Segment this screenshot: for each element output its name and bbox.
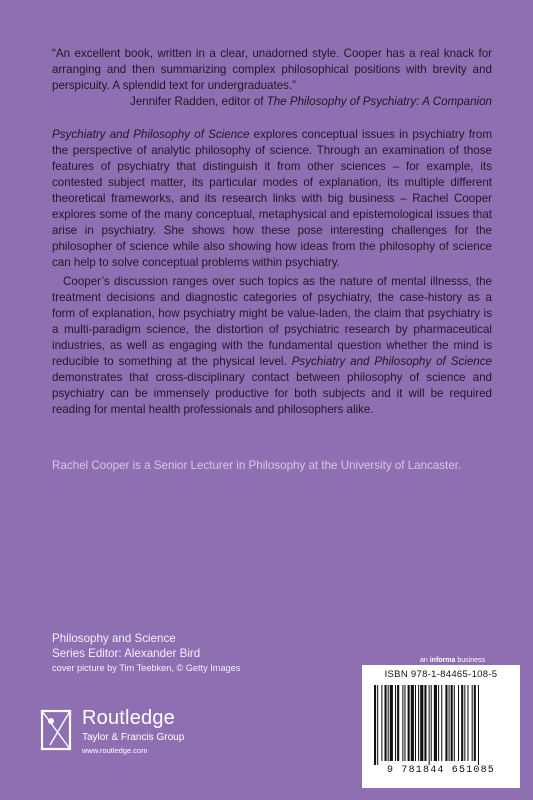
barcode-bar bbox=[467, 685, 468, 761]
barcode-bar bbox=[429, 685, 430, 765]
publisher-name: Routledge bbox=[82, 707, 175, 729]
barcode-bar bbox=[438, 685, 439, 761]
barcode-bar bbox=[390, 685, 393, 761]
informa-tagline bbox=[420, 657, 485, 664]
endorsement-quote bbox=[52, 46, 492, 110]
isbn-label: ISBN 978-1-84465-108-5 bbox=[384, 669, 498, 680]
barcode-bar bbox=[418, 685, 419, 761]
barcode-bar bbox=[434, 685, 437, 761]
publisher-logo bbox=[40, 707, 240, 767]
publisher-url: www.routledge.com bbox=[82, 746, 148, 755]
description-text: explores conceptual issues in psychiatry from the perspective of analytic philosophy of science. Through an examination of those features of psychiatry that distinguish it from other sciences – for example, its contested subject matter, its particular modes of explanation, its multiple different theoretical frameworks, and its research links with big business – Rachel Cooper explores some of the many conceptual, metaphysical and epistemological issues that arise in psychiatry. She shows how these pose interesting challenges for the philosopher of science while also showing how ideas from the philosophy of science can help to solve conceptual problems within psychiatry. bbox=[52, 128, 492, 269]
barcode-bar bbox=[408, 685, 410, 761]
author-bio: Rachel Cooper is a Senior Lecturer in Philosophy at the University of Lancaster. bbox=[52, 459, 462, 472]
barcode-bar bbox=[472, 685, 473, 761]
attribution-title: The Philosophy of Psychiatry: A Companion bbox=[266, 95, 492, 108]
barcode-bar bbox=[454, 685, 455, 761]
barcode-bar bbox=[441, 685, 442, 761]
cover-credit: cover picture by Tim Teebken, © Getty Images bbox=[52, 663, 241, 673]
barcode-bar bbox=[474, 685, 476, 761]
book-title-ref: Psychiatry and Philosophy of Science bbox=[52, 128, 250, 141]
barcode-panel bbox=[362, 665, 520, 788]
barcode-bar bbox=[464, 685, 465, 761]
barcode-bar bbox=[451, 685, 453, 761]
barcode-bar bbox=[374, 685, 376, 765]
barcode-bar bbox=[395, 685, 396, 761]
description-text: Cooper’s discussion ranges over such topics as the nature of mental illnesss, the treatment decisions and diagnostic categories of psychiatry, the case-history as a form of explanation, how psychiatry might be value-laden, the claim that psychiatry is a multi-paradigm science, the distortion of psychiatric research by pharmaceutical industries, as well as engaging with the fundamental question whether the mind is reducible to something at the physical level. bbox=[52, 275, 492, 368]
publisher-group: Taylor & Francis Group bbox=[82, 732, 185, 743]
barcode-bar bbox=[404, 685, 405, 761]
barcode-bar bbox=[449, 685, 450, 761]
barcode-bar bbox=[458, 685, 459, 761]
description-text: demonstrates that cross-disciplinary contact between philosophy of science and psychiatry can be immensely productive for both subjects and it will be required reading for mental health professionals and philosophers alike. bbox=[52, 371, 492, 416]
barcode-bar bbox=[402, 685, 403, 761]
barcode-bar bbox=[415, 685, 416, 761]
barcode-bar bbox=[461, 685, 463, 761]
barcode-bar bbox=[385, 685, 387, 761]
description-paragraph-2 bbox=[52, 274, 492, 418]
barcode-bar bbox=[445, 685, 447, 761]
barcode-bar bbox=[388, 685, 389, 761]
informa-prefix: an bbox=[420, 657, 430, 664]
routledge-mark-icon bbox=[40, 709, 72, 751]
attribution-prefix: Jennifer Radden, editor of bbox=[130, 95, 267, 108]
barcode-number: 9 781844 651085 bbox=[386, 765, 495, 776]
book-title-ref: Psychiatry and Philosophy of Science bbox=[291, 355, 492, 368]
series-name: Philosophy and Science bbox=[52, 632, 176, 645]
informa-suffix: business bbox=[455, 657, 485, 664]
barcode-bar bbox=[424, 685, 426, 761]
barcode-bar bbox=[478, 685, 479, 765]
barcode-bar bbox=[420, 685, 423, 761]
book-description bbox=[52, 127, 492, 418]
quote-text: “An excellent book, written in a clear, unadorned style. Cooper has a real knack for arranging and then summarizing complex philosophical positions with brevity and perspicuity. A splendid text for undergraduates.” bbox=[52, 47, 492, 92]
barcode-bar bbox=[381, 685, 382, 761]
barcode-image bbox=[374, 685, 508, 765]
barcode-bar bbox=[377, 685, 378, 765]
quote-attribution bbox=[52, 94, 492, 110]
informa-word: informa bbox=[429, 657, 456, 664]
barcode-bar bbox=[431, 685, 432, 761]
barcode-bar bbox=[397, 685, 399, 761]
description-paragraph-1 bbox=[52, 127, 492, 271]
barcode-bar bbox=[411, 685, 414, 761]
series-info bbox=[52, 631, 240, 675]
series-editor: Series Editor: Alexander Bird bbox=[52, 647, 201, 660]
